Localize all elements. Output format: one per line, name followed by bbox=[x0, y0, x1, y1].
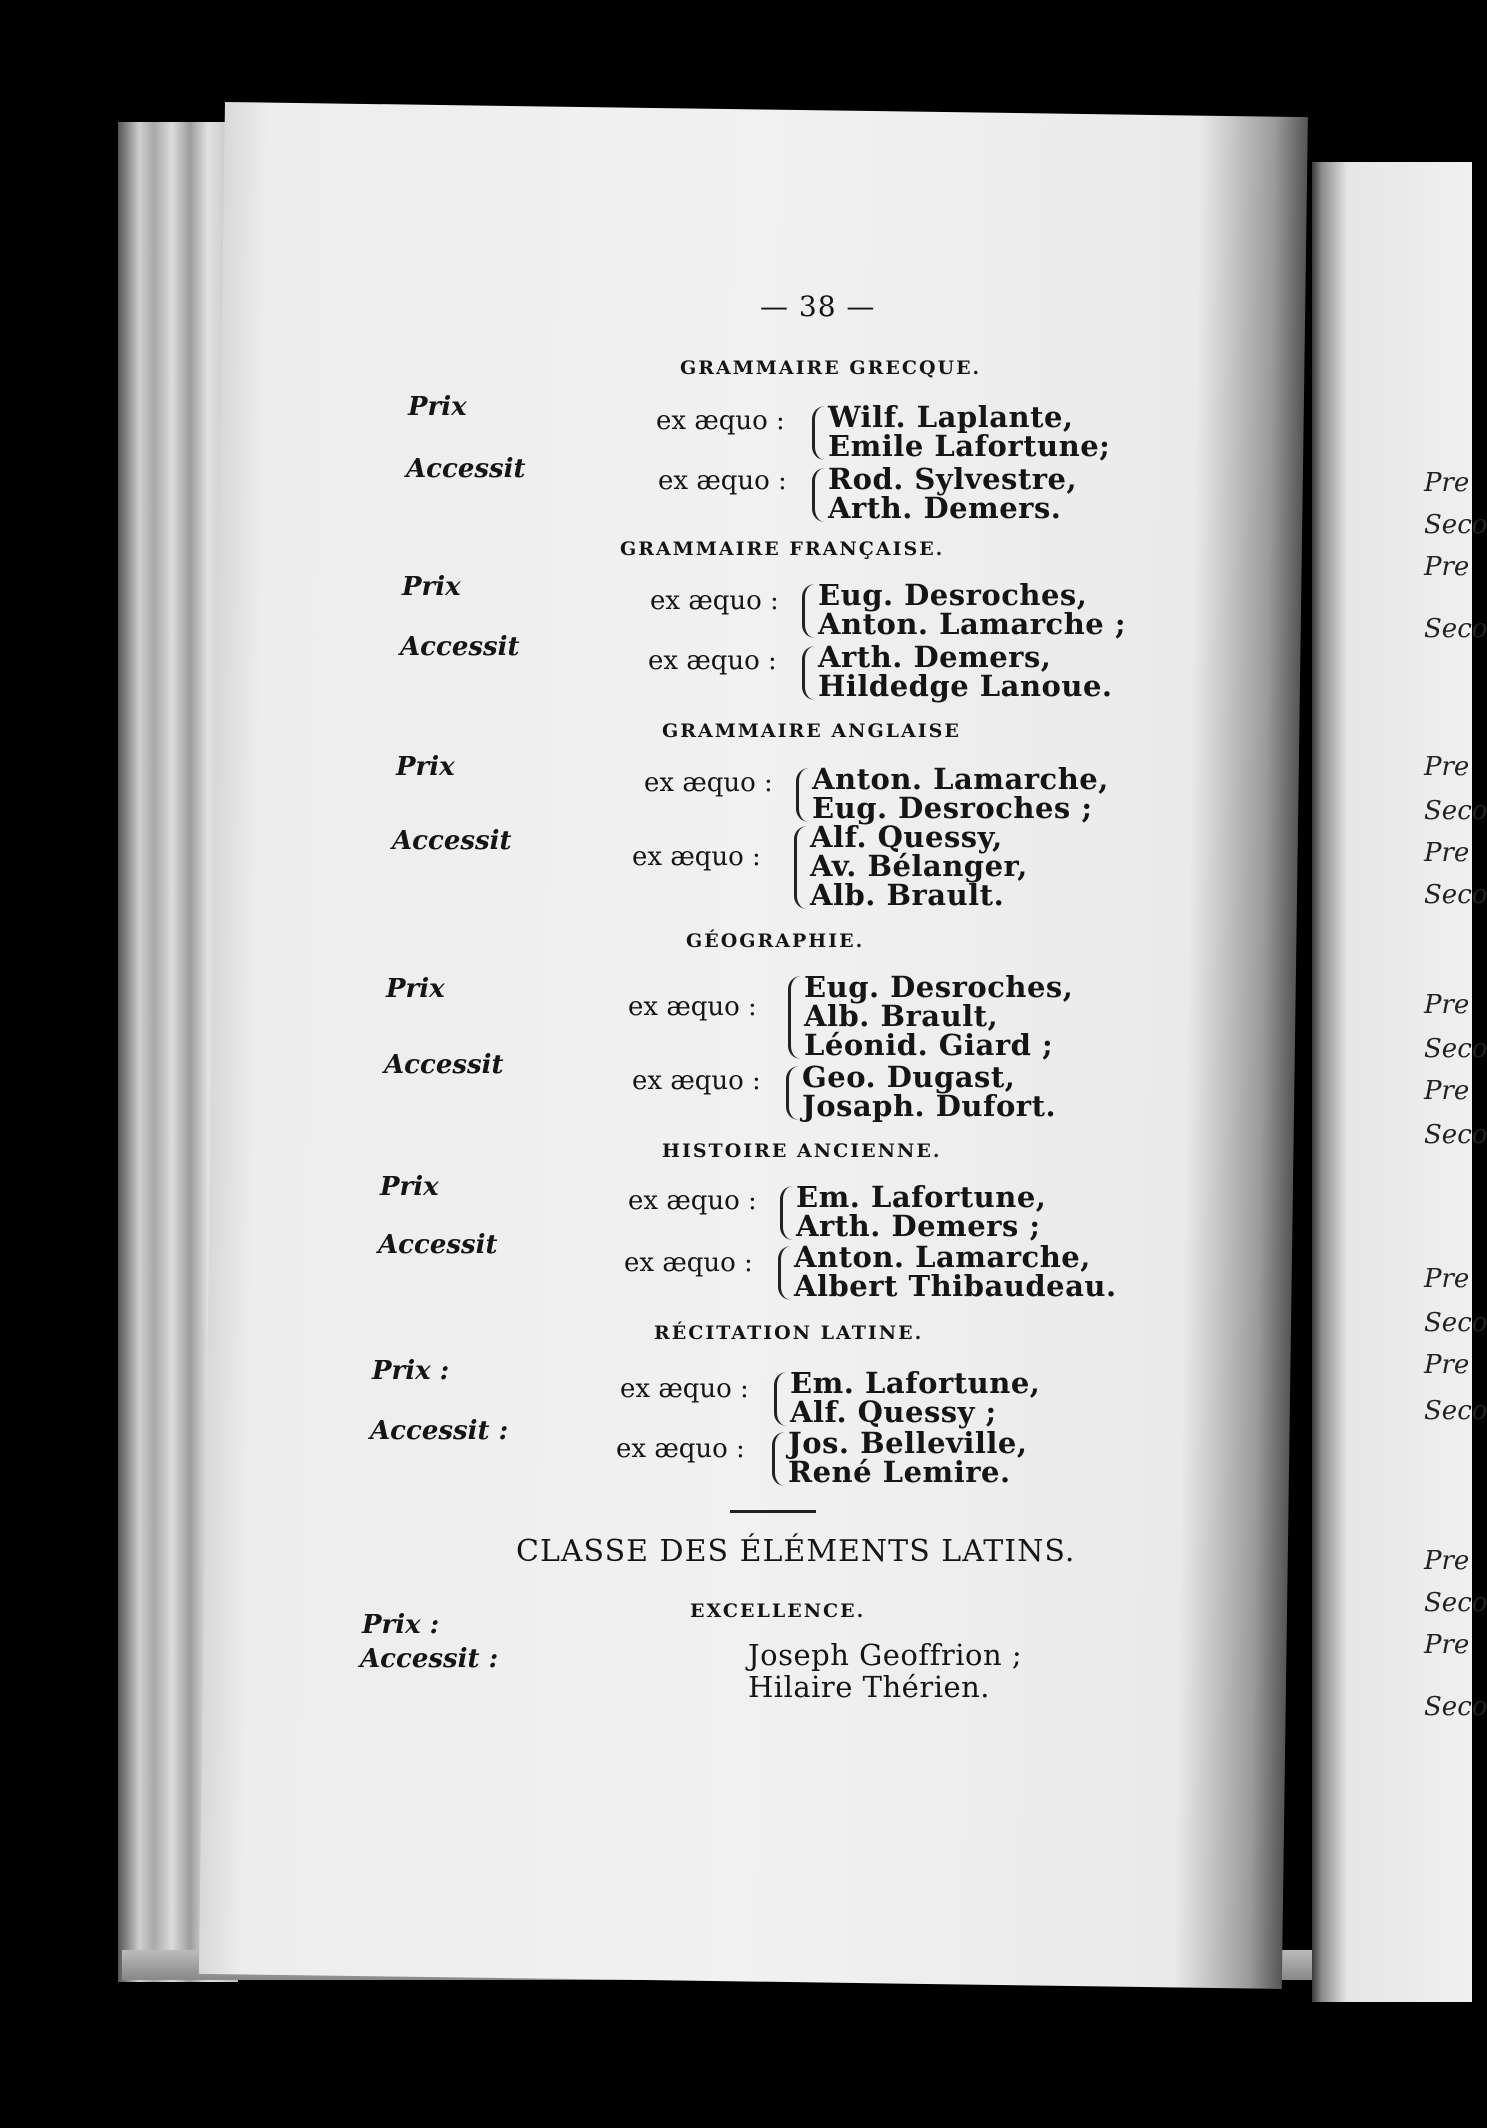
accessit-winner-name: René Lemire. bbox=[788, 1455, 1011, 1489]
prix-label: Prix bbox=[396, 752, 455, 782]
section-heading: GRAMMAIRE GRECQUE. bbox=[680, 357, 982, 379]
facing-page-word: Seco bbox=[1424, 510, 1487, 540]
section-divider bbox=[730, 1510, 816, 1513]
brace-icon bbox=[780, 1186, 793, 1240]
ex-aequo-label: ex æquo : bbox=[658, 466, 787, 496]
ex-aequo-label: ex æquo : bbox=[644, 768, 773, 798]
facing-page-word: Seco bbox=[1424, 1308, 1487, 1338]
prize-winner-name: Eug. Desroches, bbox=[804, 970, 1074, 1004]
facing-page-word: Pre bbox=[1424, 838, 1470, 868]
accessit-winner-name: Albert Thibaudeau. bbox=[794, 1269, 1117, 1303]
excellence-accessit-name: Hilaire Thérien. bbox=[748, 1670, 991, 1704]
brace-icon bbox=[774, 1372, 787, 1426]
facing-page-word: Pre bbox=[1424, 1630, 1470, 1660]
ex-aequo-label: ex æquo : bbox=[616, 1434, 745, 1464]
facing-page-word: Pre bbox=[1424, 990, 1470, 1020]
prize-winner-name: Anton. Lamarche, bbox=[812, 762, 1109, 796]
page-number: — 38 — bbox=[760, 290, 876, 323]
facing-page-word: Seco bbox=[1424, 880, 1487, 910]
accessit-label: Accessit : bbox=[370, 1416, 509, 1446]
prize-winner-name: Léonid. Giard ; bbox=[804, 1028, 1054, 1062]
ex-aequo-label: ex æquo : bbox=[624, 1248, 753, 1278]
prix-label: Prix : bbox=[372, 1356, 450, 1386]
class-title: CLASSE DES ÉLÉMENTS LATINS. bbox=[516, 1534, 1076, 1569]
section-heading: HISTOIRE ANCIENNE. bbox=[662, 1140, 942, 1162]
accessit-label: Accessit bbox=[392, 826, 512, 856]
ex-aequo-label: ex æquo : bbox=[650, 586, 779, 616]
accessit-winner-name: Av. Bélanger, bbox=[810, 849, 1028, 883]
facing-page-word: Seco bbox=[1424, 614, 1487, 644]
ex-aequo-label: ex æquo : bbox=[628, 1186, 757, 1216]
prix-label: Prix bbox=[386, 974, 445, 1004]
prix-label: Prix bbox=[408, 392, 467, 422]
brace-icon bbox=[812, 468, 825, 522]
accessit-label: Accessit bbox=[384, 1050, 504, 1080]
facing-page-word: Pre bbox=[1424, 1546, 1470, 1576]
prize-winner-name: Em. Lafortune, bbox=[796, 1180, 1047, 1214]
facing-page-word: Seco bbox=[1424, 1588, 1487, 1618]
facing-page-word: Pre bbox=[1424, 1264, 1470, 1294]
accessit-winner-name: Jos. Belleville, bbox=[788, 1426, 1028, 1460]
accessit-winner-name: Geo. Dugast, bbox=[802, 1060, 1016, 1094]
accessit-label: Accessit bbox=[378, 1230, 498, 1260]
prize-winner-name: Eug. Desroches, bbox=[818, 578, 1088, 612]
facing-page-word: Pre bbox=[1424, 552, 1470, 582]
prix-label: Prix bbox=[402, 572, 461, 602]
facing-page-word: Seco bbox=[1424, 1120, 1487, 1150]
brace-icon bbox=[788, 976, 801, 1059]
brace-icon bbox=[778, 1246, 791, 1300]
section-heading: GRAMMAIRE FRANÇAISE. bbox=[620, 538, 945, 560]
brace-icon bbox=[786, 1066, 799, 1120]
excellence-heading: EXCELLENCE. bbox=[690, 1600, 866, 1622]
ex-aequo-label: ex æquo : bbox=[656, 406, 785, 436]
accessit-winner-name: Josaph. Dufort. bbox=[802, 1089, 1057, 1123]
brace-icon bbox=[772, 1432, 785, 1486]
facing-page-word: Pre bbox=[1424, 1350, 1470, 1380]
accessit-label: Accessit bbox=[406, 454, 526, 484]
facing-page-word: Pre bbox=[1424, 752, 1470, 782]
accessit-winner-name: Rod. Sylvestre, bbox=[828, 462, 1078, 496]
brace-icon bbox=[812, 406, 825, 460]
prize-winner-name: Eug. Desroches ; bbox=[812, 791, 1093, 825]
brace-icon bbox=[794, 826, 807, 909]
accessit-winner-name: Alb. Brault. bbox=[810, 878, 1005, 912]
section-heading: RÉCITATION LATINE. bbox=[654, 1322, 924, 1344]
facing-page-word: Seco bbox=[1424, 796, 1487, 826]
prize-winner-name: Emile Lafortune; bbox=[828, 429, 1111, 463]
prize-winner-name: Em. Lafortune, bbox=[790, 1366, 1041, 1400]
facing-page-word: Seco bbox=[1424, 1692, 1487, 1722]
section-heading: GRAMMAIRE ANGLAISE bbox=[662, 720, 961, 742]
prize-winner-name: Alf. Quessy ; bbox=[790, 1395, 997, 1429]
accessit-winner-name: Alf. Quessy, bbox=[810, 820, 1003, 854]
ex-aequo-label: ex æquo : bbox=[620, 1374, 749, 1404]
accessit-label: Accessit bbox=[400, 632, 520, 662]
facing-page-word: Seco bbox=[1424, 1034, 1487, 1064]
prize-winner-name: Anton. Lamarche ; bbox=[818, 607, 1127, 641]
facing-page-word: Pre bbox=[1424, 468, 1470, 498]
accessit-winner-name: Anton. Lamarche, bbox=[794, 1240, 1091, 1274]
ex-aequo-label: ex æquo : bbox=[632, 1066, 761, 1096]
accessit-winner-name: Arth. Demers, bbox=[818, 640, 1052, 674]
facing-page-word: Seco bbox=[1424, 1396, 1487, 1426]
excellence-prix-name: Joseph Geoffrion ; bbox=[748, 1638, 1023, 1672]
prize-winner-name: Wilf. Laplante, bbox=[828, 400, 1074, 434]
ex-aequo-label: ex æquo : bbox=[632, 842, 761, 872]
brace-icon bbox=[796, 768, 809, 822]
ex-aequo-label: ex æquo : bbox=[628, 992, 757, 1022]
accessit-winner-name: Arth. Demers. bbox=[828, 491, 1062, 525]
section-heading: GÉOGRAPHIE. bbox=[686, 930, 865, 952]
brace-icon bbox=[802, 646, 815, 700]
excellence-prix-label: Prix : bbox=[362, 1610, 440, 1640]
prize-winner-name: Alb. Brault, bbox=[804, 999, 999, 1033]
accessit-winner-name: Hildedge Lanoue. bbox=[818, 669, 1113, 703]
facing-page-word: Pre bbox=[1424, 1076, 1470, 1106]
excellence-accessit-label: Accessit : bbox=[360, 1644, 499, 1674]
prize-winner-name: Arth. Demers ; bbox=[796, 1209, 1041, 1243]
prix-label: Prix bbox=[380, 1172, 439, 1202]
brace-icon bbox=[802, 584, 815, 638]
ex-aequo-label: ex æquo : bbox=[648, 646, 777, 676]
book-page bbox=[199, 102, 1308, 1989]
